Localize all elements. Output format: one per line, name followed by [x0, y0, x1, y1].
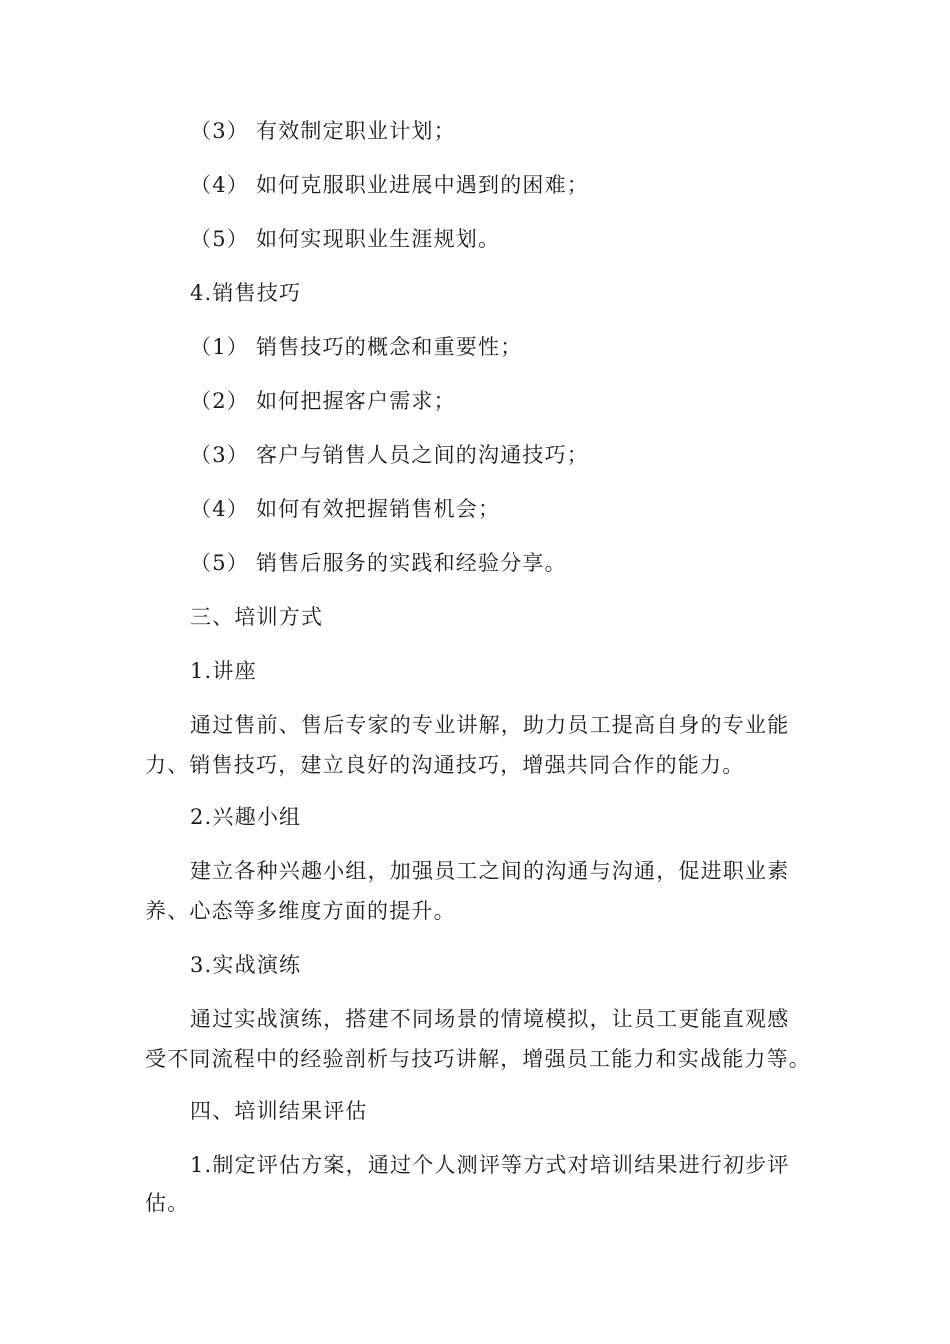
list-item-text: 销售技巧的概念和重要性； [256, 335, 523, 359]
list-item-text: 如何克服职业进展中遇到的困难； [256, 173, 589, 197]
list-item-number: （5） [190, 227, 249, 251]
list-item [190, 117, 456, 145]
list-item-number: （4） [190, 497, 249, 521]
list-item-number: （2） [190, 389, 249, 413]
list-item [190, 333, 522, 361]
list-item [190, 441, 589, 469]
paragraph-line: 受不同流程中的经验剖析与技巧讲解，增强员工能力和实战能力等。 [145, 1047, 811, 1071]
section-heading-sales: 4.销售技巧 [190, 281, 302, 305]
list-item-number: （5） [190, 551, 249, 575]
paragraph-line: 1.制定评估方案，通过个人测评等方式对培训结果进行初步评 [190, 1153, 790, 1177]
list-item-text: 如何实现职业生涯规划。 [256, 227, 501, 251]
list-item [190, 549, 567, 577]
list-item [190, 495, 500, 523]
list-item-number: （1） [190, 335, 249, 359]
section-title-training-methods: 三、培训方式 [190, 605, 324, 629]
list-item [190, 387, 456, 415]
paragraph-line: 力、销售技巧，建立良好的沟通技巧，增强共同合作的能力。 [145, 753, 745, 777]
list-item-number: （4） [190, 173, 249, 197]
list-item-text: 如何把握客户需求； [256, 389, 456, 413]
section-title-evaluation: 四、培训结果评估 [190, 1099, 368, 1123]
list-item-number: （3） [190, 119, 249, 143]
subsection-title-lecture: 1.讲座 [190, 659, 257, 683]
list-item-number: （3） [190, 443, 249, 467]
list-item [190, 171, 589, 199]
paragraph-line: 建立各种兴趣小组，加强员工之间的沟通与沟通，促进职业素 [190, 859, 790, 883]
list-item [190, 225, 500, 253]
list-item-text: 有效制定职业计划； [256, 119, 456, 143]
list-item-text: 客户与销售人员之间的沟通技巧； [256, 443, 589, 467]
subsection-title-interest-group: 2.兴趣小组 [190, 805, 302, 829]
paragraph-line: 通过实战演练，搭建不同场景的情境模拟，让员工更能直观感 [190, 1007, 790, 1031]
paragraph-line: 养、心态等多维度方面的提升。 [145, 899, 456, 923]
paragraph-line: 通过售前、售后专家的专业讲解，助力员工提高自身的专业能 [190, 713, 790, 737]
list-item-text: 如何有效把握销售机会； [256, 497, 501, 521]
list-item-text: 销售后服务的实践和经验分享。 [256, 551, 567, 575]
subsection-title-practice: 3.实战演练 [190, 953, 302, 977]
paragraph-line: 估。 [145, 1191, 190, 1215]
